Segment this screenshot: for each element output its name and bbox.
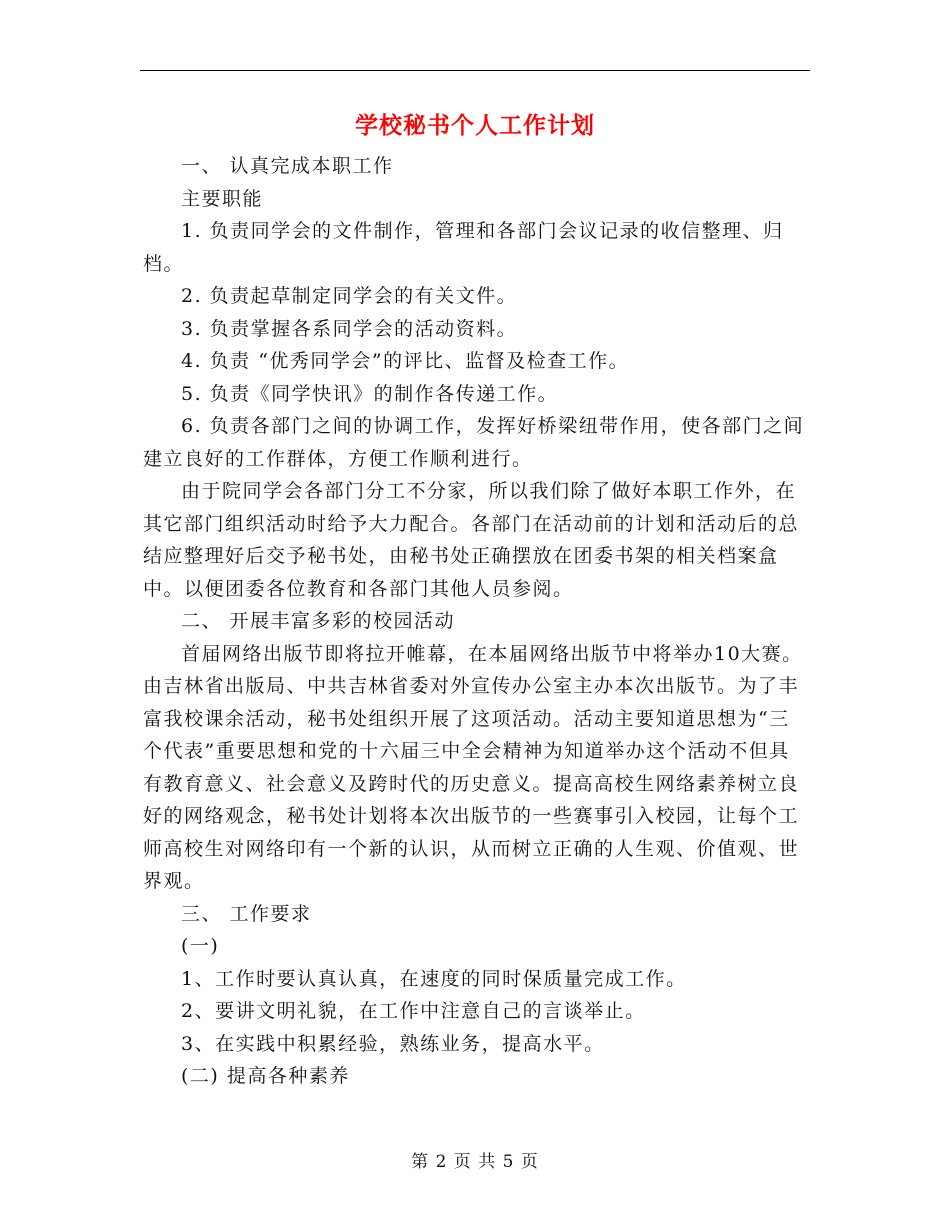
body-paragraph-cooperation: 由于院同学会各部门分工不分家，所以我们除了做好本职工作外，在其它部门组织活动时给予大力配合。各部门在活动前的计划和活动后的总结应整理好后交予秘书处，由秘书处正确摆放在团委书架的相关档案盒中。以便团委各位教育和各部门其他人员参阅。 <box>143 480 800 600</box>
subsection-1: (一) <box>181 935 220 957</box>
list-item-1: 1. 负责同学会的文件制作，管理和各部门会议记录的收信整理、归档。 <box>143 220 784 275</box>
list-item-5: 5. 负责《同学快讯》的制作各传递工作。 <box>181 382 559 405</box>
header-rule <box>140 70 810 71</box>
requirement-item-3: 3、在实践中积累经验，熟练业务，提高水平。 <box>181 1032 605 1055</box>
list-item-4: 4. 负责 “优秀同学会”的评比、监督及检查工作。 <box>181 350 630 372</box>
list-item-3: 3. 负责掌握各系同学会的活动资料。 <box>181 317 518 340</box>
section-heading-2: 二、 开展丰富多彩的校园活动 <box>181 610 456 632</box>
requirement-item-1: 1、工作时要认真认真，在速度的同时保质量完成工作。 <box>181 967 687 990</box>
document-title: 学校秘书个人工作计划 <box>355 112 595 139</box>
subheading-main-functions: 主要职能 <box>181 187 264 210</box>
list-item-6: 6. 负责各部门之间的协调工作，发挥好桥梁纽带作用，使各部门之间建立良好的工作群体，方便工作顺利进行。 <box>143 415 805 470</box>
document-body <box>143 150 808 1093</box>
section-heading-3: 三、 工作要求 <box>181 902 312 925</box>
body-paragraph-publishing-festival: 首届网络出版节即将拉开帷幕，在本届网络出版节中将举办10大赛。由吉林省出版局、中共吉林省委对外宣传办公室主办本次出版节。为了丰富我校课余活动，秘书处组织开展了这项活动。活动主要知道思想为“三个代表”重要思想和党的十六届三中全会精神为知道举办这个活动不但具有教育意义、社会意义及跨时代的历史意义。提高高校生网络素养树立良好的网络观念，秘书处计划将本次出版节的一些赛事引入校园，让每个工师高校生对网络印有一个新的认识，从而树立正确的人生观、价值观、世界观。 <box>143 642 803 892</box>
requirement-item-2: 2、要讲文明礼貌，在工作中注意自己的言谈举止。 <box>181 1000 646 1022</box>
page-number: 第 2 页 共 5 页 <box>411 1152 539 1172</box>
list-item-2: 2. 负责起草制定同学会的有关文件。 <box>181 285 518 307</box>
section-heading-1: 一、 认真完成本职工作 <box>181 155 394 177</box>
subsection-2: (二) 提高各种素养 <box>181 1065 350 1087</box>
